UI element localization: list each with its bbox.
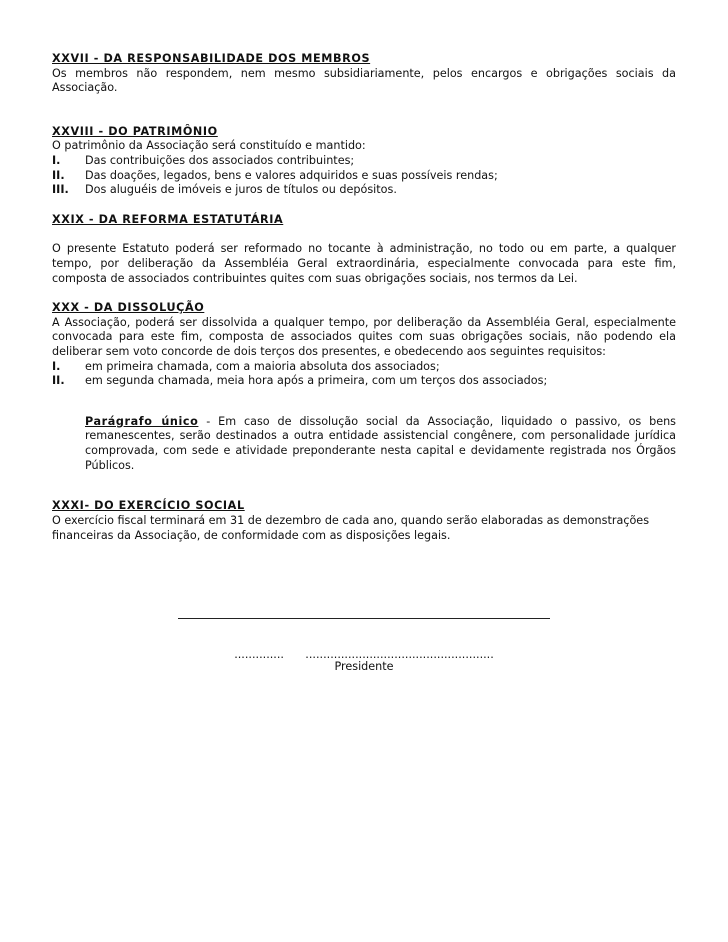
list-item-text: em segunda chamada, meia hora após a primeira, com um terços dos associados; — [85, 374, 548, 388]
paragrafo-unico-text: - Em caso de dissolução social da Associação, liquidado o passivo, os bens remanescentes, serão destinados a outra entidade assistencial congênere, com personalidade jurídica comprovada, com sede e atividade preponderante nesta capital e devidamente registrada nos Órgãos Públicos. — [85, 414, 676, 472]
signature-dots: .............. ..................................................... — [234, 648, 494, 661]
section-heading-reforma: XXIX - DA REFORMA ESTATUTÁRIA — [52, 212, 284, 226]
list-item-text: em primeira chamada, com a maioria absoluta dos associados; — [85, 359, 440, 373]
signature-role: Presidente — [334, 660, 394, 673]
section-heading-responsabilidade: XXVII - DA RESPONSABILIDADE DOS MEMBROS — [52, 52, 371, 65]
list-item — [52, 183, 676, 198]
signature-line — [178, 618, 550, 619]
list-item-number: III. — [52, 183, 69, 197]
list-item-number: I. — [52, 359, 61, 373]
list-item — [52, 154, 676, 169]
section-body-responsabilidade: Os membros não respondem, nem mesmo subsidiariamente, pelos encargos e obrigações sociais da Associação. — [52, 66, 676, 95]
list-item — [52, 374, 676, 389]
list-item — [52, 360, 676, 375]
section-heading-patrimonio: XXVIII - DO PATRIMÔNIO — [52, 124, 218, 138]
section-heading-dissolucao: XXX - DA DISSOLUÇÃO — [52, 301, 205, 315]
section-intro-patrimonio: O patrimônio da Associação será constituído e mantido: — [52, 139, 366, 153]
list-item — [52, 169, 676, 184]
list-item-number: I. — [52, 153, 61, 167]
list-item-number: II. — [52, 374, 65, 388]
paragrafo-unico-label: Parágrafo único — [85, 414, 199, 428]
section-body-reforma: O presente Estatuto poderá ser reformado no tocante à administração, no todo ou em parte, a qualquer tempo, por deliberação da Assembléia Geral extraordinária, especialmente convocada para este fim, composta de associados contribuintes quites com suas obrigações sociais, nos termos da Lei. — [52, 242, 676, 285]
list-item-text: Das doações, legados, bens e valores adquiridos e suas possíveis rendas; — [85, 168, 498, 182]
section-heading-exercicio: XXXI- DO EXERCÍCIO SOCIAL — [52, 499, 245, 513]
list-item-number: II. — [52, 168, 65, 182]
list-item-text: Das contribuições dos associados contribuintes; — [85, 153, 355, 167]
section-body-dissolucao: A Associação, poderá ser dissolvida a qualquer tempo, por deliberação da Assembléia Geral, especialmente convocada para este fim, composta de associados quites com suas obrigações sociais, não podendo ela deliberar sem voto concorde de dois terços dos presentes, e obedecendo aos seguintes requisitos: — [52, 315, 676, 358]
list-item-text: Dos aluguéis de imóveis e juros de títulos ou depósitos. — [85, 183, 397, 197]
paragrafo-unico — [85, 415, 676, 473]
section-body-exercicio: O exercício fiscal terminará em 31 de dezembro de cada ano, quando serão elaboradas as demonstrações financeiras da Associação, de conformidade com as disposições legais. — [52, 514, 650, 542]
